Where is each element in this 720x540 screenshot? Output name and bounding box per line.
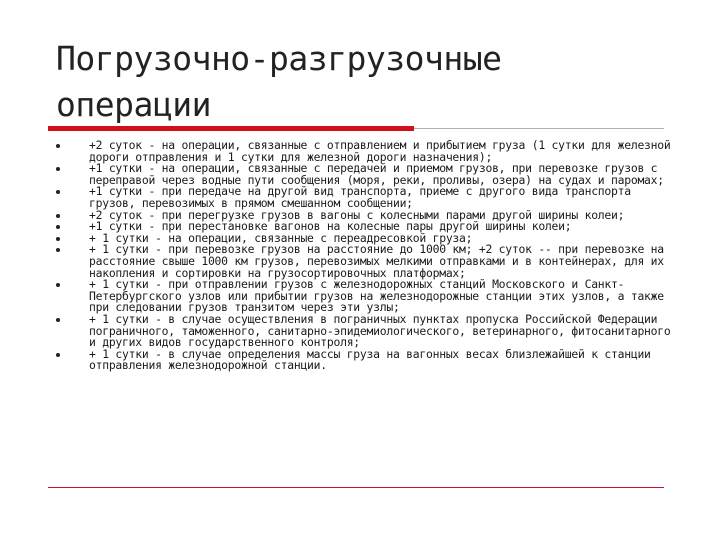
bullet-text: +1 сутки - при передаче на другой вид транспорта, приеме с другого вида транспорта грузов, перевозимых в прямом смешанном сообщении; [89,184,631,210]
bullet-text: + 1 сутки - на операции, связанные с переадресовкой груза; [89,230,473,245]
bullet-icon [56,225,60,229]
slide-title: Погрузочно-разгрузочные операции [56,39,502,124]
bullet-icon [56,283,60,287]
bullet-list [48,140,672,372]
bullet-text: +1 сутки - при перестановке вагонов на колесные пары другой ширины колеи; [89,219,572,234]
bullet-text: + 1 сутки - при отправлении грузов с железнодорожных станций Московского и Санкт-Петербургского узлов или прибытии грузов на железнодорожные станции этих узлов, а также при следовании грузов транзитом через эти узлы; [89,277,664,315]
list-item [48,311,672,350]
list-item [48,279,672,314]
title-underline-accent [48,126,414,131]
bullet-icon [56,237,60,241]
bullet-text: + 1 сутки - при перевозке грузов на расстояние до 1000 км; +2 суток -- при перевозке на расстояние свыше 1000 км грузов, перевозимых мелкими отправками и в контейнерах, для их накопления и сортировки на грузосортировочных платформах; [89,242,664,280]
bullet-icon [56,214,60,218]
bullet-icon [56,353,60,357]
bullet-text: +2 суток - на операции, связанные с отправлением и прибытием груза (1 сутки для железной дороги отправления и 1 сутки для железной дороги назначения); [89,138,671,164]
bullet-text: +1 сутки - на операции, связанные с передачей и приемом грузов, при перевозке грузов с переправой через водные пути сообщения (моря, реки, проливы, озера) на судах и паромах; [89,161,664,187]
list-item [48,244,672,279]
bullet-text: +2 суток - при перегрузке грузов в вагоны с колесными парами другой ширины колеи; [89,207,625,222]
title-underline-gray [414,128,664,129]
bullet-text: + 1 сутки - в случае определения массы груза на вагонных весах близлежайшей к станции отправления железнодорожной станции. [89,346,651,373]
footer-divider [48,487,664,488]
bullet-icon [56,144,60,148]
bullet-icon [56,248,60,252]
list-item [48,346,672,373]
bullet-icon [56,318,60,322]
bullet-text: + 1 сутки - в случае осуществления в пограничных пунктах пропуска Российской Федерации пограничного, таможенного, санитарно-эпидемиологического, ветеринарного, фитосанитарного и других видов государственного контроля; [89,311,671,350]
list-item [48,186,672,209]
list-item [48,140,672,163]
list-item [48,163,672,186]
bullet-icon [56,190,60,194]
bullet-icon [56,167,60,171]
